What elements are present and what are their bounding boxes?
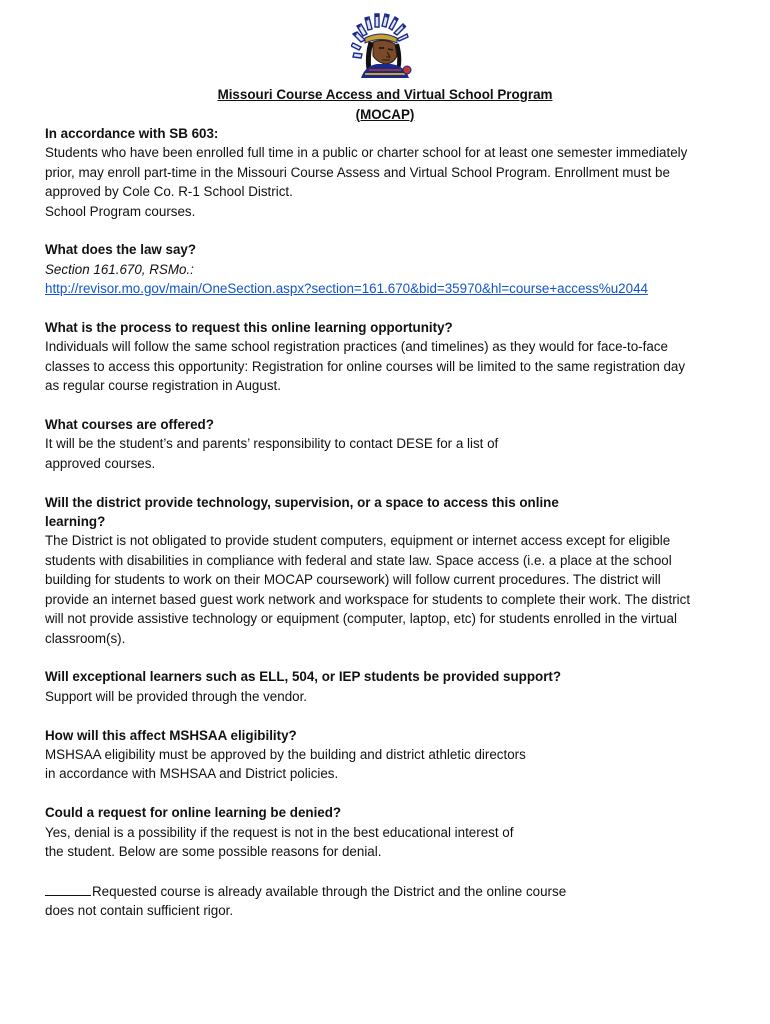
body-line: Yes, denial is a possibility if the request is not in the best educational interest of [45, 824, 514, 840]
section-heading: In accordance with SB 603: [45, 126, 219, 141]
body-line: provide an internet based guest work network and workspace for students to complete their work. The district [45, 591, 691, 607]
section-heading: How will this affect MSHSAA eligibility? [45, 727, 297, 743]
body-line: approved by Cole Co. R-1 School District. [45, 184, 293, 200]
checklist-item [45, 881, 725, 901]
law-citation: Section 161.670, RSMo.: [45, 261, 194, 277]
body-line: classroom(s). [45, 630, 126, 646]
body-line: The District is not obligated to provide student computers, equipment or internet access except for eligible [45, 533, 671, 549]
checklist-blank[interactable] [45, 881, 91, 896]
body-line: MSHSAA eligibility must be approved by the building and district athletic directors [45, 746, 526, 762]
section-courses [45, 415, 725, 473]
body-line: will not provide assistive technology or equipment (computer, laptop, etc) for students enrolled in the virtual [45, 611, 677, 627]
section-heading: What does the law say? [45, 242, 197, 258]
section-heading: What is the process to request this online learning opportunity? [45, 320, 453, 336]
body-line: classes to access this opportunity: Registration for online courses will be limited to the same registration day [45, 358, 686, 374]
body-line: Students who have been enrolled full time in a public or charter school for at least one semester immediately [45, 145, 688, 161]
section-heading: learning? [45, 514, 106, 530]
document-body [45, 124, 725, 921]
body-line: Individuals will follow the same school registration practices (and timelines) as they would for face-to-face [45, 339, 668, 355]
body-line: as regular course registration in August. [45, 378, 281, 394]
document-title: Missouri Course Access and Virtual School Program [217, 87, 553, 102]
section-process [45, 318, 725, 396]
school-mascot-logo [351, 12, 417, 78]
body-line: Support will be provided through the vendor. [45, 688, 308, 704]
body-line: It will be the student’s and parents’ responsibility to contact DESE for a list of [45, 436, 499, 452]
section-heading: Could a request for online learning be denied? [45, 805, 342, 821]
section-heading: Will the district provide technology, supervision, or a space to access this online [45, 494, 559, 510]
section-technology [45, 493, 725, 648]
section-exceptional-learners [45, 667, 725, 706]
body-line: prior, may enroll part-time in the Missouri Course Assess and Virtual School Program. Enrollment must be [45, 164, 670, 180]
section-denial [45, 803, 725, 861]
section-heading: What courses are offered? [45, 417, 214, 433]
section-denial-reasons [45, 881, 725, 921]
section-sb603 [45, 124, 725, 221]
revisor-statute-link[interactable]: http://revisor.mo.gov/main/OneSection.aspx?section=161.670&bid=35970&hl=course+access%u2044 [45, 281, 648, 297]
body-line: in accordance with MSHSAA and District policies. [45, 766, 339, 782]
body-line: approved courses. [45, 455, 156, 471]
body-line: the student. Below are some possible reasons for denial. [45, 843, 382, 859]
document-title-block [0, 85, 770, 124]
section-mshsaa [45, 726, 725, 784]
checklist-text: Requested course is already available through the District and the online course [92, 883, 567, 899]
body-line: students with disabilities in compliance with federal and state law. Space access (i.e. a place at the school [45, 552, 672, 568]
body-line: does not contain sufficient rigor. [45, 903, 234, 919]
section-law [45, 240, 725, 298]
body-line: School Program courses. [45, 203, 196, 219]
section-heading: Will exceptional learners such as ELL, 504, or IEP students be provided support? [45, 669, 562, 685]
document-subtitle: (MOCAP) [355, 106, 415, 122]
body-line: building for students to work on their MOCAP coursework) will follow current procedures. The district will [45, 572, 661, 588]
